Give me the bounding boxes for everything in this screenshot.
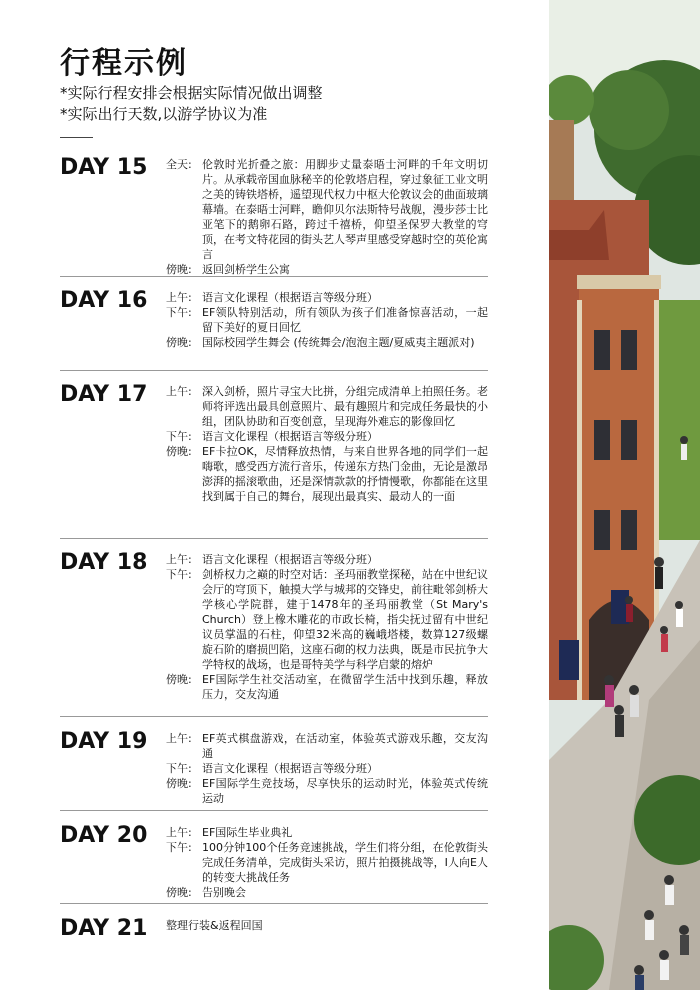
schedule-row: [166, 840, 488, 885]
row-text: EF国际学生竞技场，尽享快乐的运动时光，体验英式传统运动: [202, 777, 488, 805]
row-time: 下午:: [166, 568, 192, 581]
row-text: 国际校园学生舞会 (传统舞会/泡泡主题/夏威夷主题派对): [202, 336, 475, 349]
schedule-row: [166, 731, 488, 761]
schedule-row: [166, 552, 488, 567]
schedule-row: [166, 885, 488, 900]
page-title: 行程示例: [60, 46, 188, 81]
schedule-row: [166, 305, 488, 335]
row-text: 深入剑桥，照片寻宝大比拼，分组完成清单上拍照任务。老师将评选出最具创意照片、最有趣照片和完成任务最快的小组，团队协助和百变创意，呈现海外难忘的影像回忆: [202, 385, 488, 428]
row-time: 全天:: [166, 158, 192, 171]
schedule-row: [166, 825, 488, 840]
schedule-row: [166, 918, 488, 933]
section-divider: [60, 370, 488, 371]
section-divider: [60, 903, 488, 904]
row-text: 返回剑桥学生公寓: [202, 263, 290, 276]
row-time: 上午:: [166, 826, 192, 839]
section-divider: [60, 716, 488, 717]
row-text: 语言文化课程（根据语言等级分班）: [202, 553, 378, 566]
section-divider: [60, 538, 488, 539]
day-label: DAY 17: [60, 382, 148, 407]
row-text: 剑桥权力之巅的时空对话：圣玛丽教堂探秘，站在中世纪议会厅的穹顶下，触摸大学与城邦的交锋史，前往毗邻剑桥大学核心学院群，建于1478年的圣玛丽教堂（St Mary's Church）登上橡木雕花的市政长椅，指尖抚过留有中世纪议员掌温的石柱，仰望32米高的巍峨塔楼，数算127级螺旋石阶的磨损凹陷，这座石砌的权力法典，既是市民抗争大学特权的战场，也是哥特美学与科学启蒙的熔炉: [202, 568, 488, 671]
row-time: 下午:: [166, 841, 192, 854]
schedule-row: [166, 444, 488, 504]
schedule-row: [166, 335, 488, 350]
day-label: DAY 16: [60, 288, 148, 313]
schedule-row: [166, 776, 488, 806]
row-text: EF英式棋盘游戏，在活动室，体验英式游戏乐趣，交友沟通: [202, 732, 488, 760]
row-text: 语言文化课程（根据语言等级分班）: [202, 762, 378, 775]
row-text: 伦敦时光折叠之旅：用脚步丈量泰晤士河畔的千年文明切片。从承载帝国血脉秘辛的伦敦塔启程，穿过象征工业文明之美的铸铁塔桥，遥望现代权力中枢大伦敦议会的曲面玻璃幕墙。在泰晤士河畔，瞻仰贝尔法斯特号战舰，漫步莎士比亚笔下的鹅卵石路，跨过千禧桥，仰望圣保罗大教堂的穹顶，在考文特花园的街头艺人琴声里感受穿越时空的英伦寓言: [202, 158, 488, 261]
row-text: EF国际学生社交活动室，在微留学生活中找到乐趣，释放压力，交友沟通: [202, 673, 488, 701]
row-time: 傍晚:: [166, 445, 192, 458]
row-time: 上午:: [166, 553, 192, 566]
schedule-row: [166, 262, 488, 277]
row-time: 上午:: [166, 732, 192, 745]
row-time: 傍晚:: [166, 886, 192, 899]
title-divider: [60, 137, 93, 138]
row-text: EF领队特别活动，所有领队为孩子们准备惊喜活动，一起留下美好的夏日回忆: [202, 306, 488, 334]
schedule-row: [166, 290, 488, 305]
note-adjustment: *实际行程安排会根据实际情况做出调整: [60, 84, 323, 102]
schedule-row: [166, 157, 488, 262]
row-time: 傍晚:: [166, 673, 192, 686]
schedule-row: [166, 384, 488, 429]
section-divider: [60, 276, 488, 277]
section-divider: [60, 810, 488, 811]
row-text: 100分钟100个任务竞速挑战，学生们将分组，在伦敦街头完成任务清单，完成街头采访，照片拍摄挑战等，I人向E人的转变大挑战任务: [202, 841, 488, 884]
day-label: DAY 19: [60, 729, 148, 754]
row-time: 下午:: [166, 762, 192, 775]
row-time: 傍晚:: [166, 777, 192, 790]
day-label: DAY 21: [60, 916, 148, 941]
row-time: 下午:: [166, 430, 192, 443]
row-time: 上午:: [166, 385, 192, 398]
row-time: 下午:: [166, 306, 192, 319]
row-text: 语言文化课程（根据语言等级分班）: [202, 291, 378, 304]
row-time: 上午:: [166, 291, 192, 304]
row-time: 傍晚:: [166, 336, 192, 349]
day-label: DAY 15: [60, 155, 148, 180]
schedule-row: [166, 429, 488, 444]
row-text: 整理行装&返程回国: [166, 919, 263, 932]
campus-photo: [549, 0, 700, 990]
day-label: DAY 18: [60, 550, 148, 575]
row-text: EF国际生毕业典礼: [202, 826, 293, 839]
schedule-row: [166, 567, 488, 672]
note-duration: *实际出行天数,以游学协议为准: [60, 105, 268, 123]
row-time: 傍晚:: [166, 263, 192, 276]
schedule-row: [166, 761, 488, 776]
row-text: 告别晚会: [202, 886, 246, 899]
row-text: 语言文化课程（根据语言等级分班）: [202, 430, 378, 443]
day-label: DAY 20: [60, 823, 148, 848]
schedule-row: [166, 672, 488, 702]
row-text: EF卡拉OK，尽情释放热情，与来自世界各地的同学们一起嗨歌，感受西方流行音乐，传递东方热门金曲，无论是激昂澎湃的摇滚歌曲，还是深情款款的抒情慢歌，你都能在这里找到属于自己的舞台，展现出最真实、最动人的一面: [202, 445, 488, 503]
